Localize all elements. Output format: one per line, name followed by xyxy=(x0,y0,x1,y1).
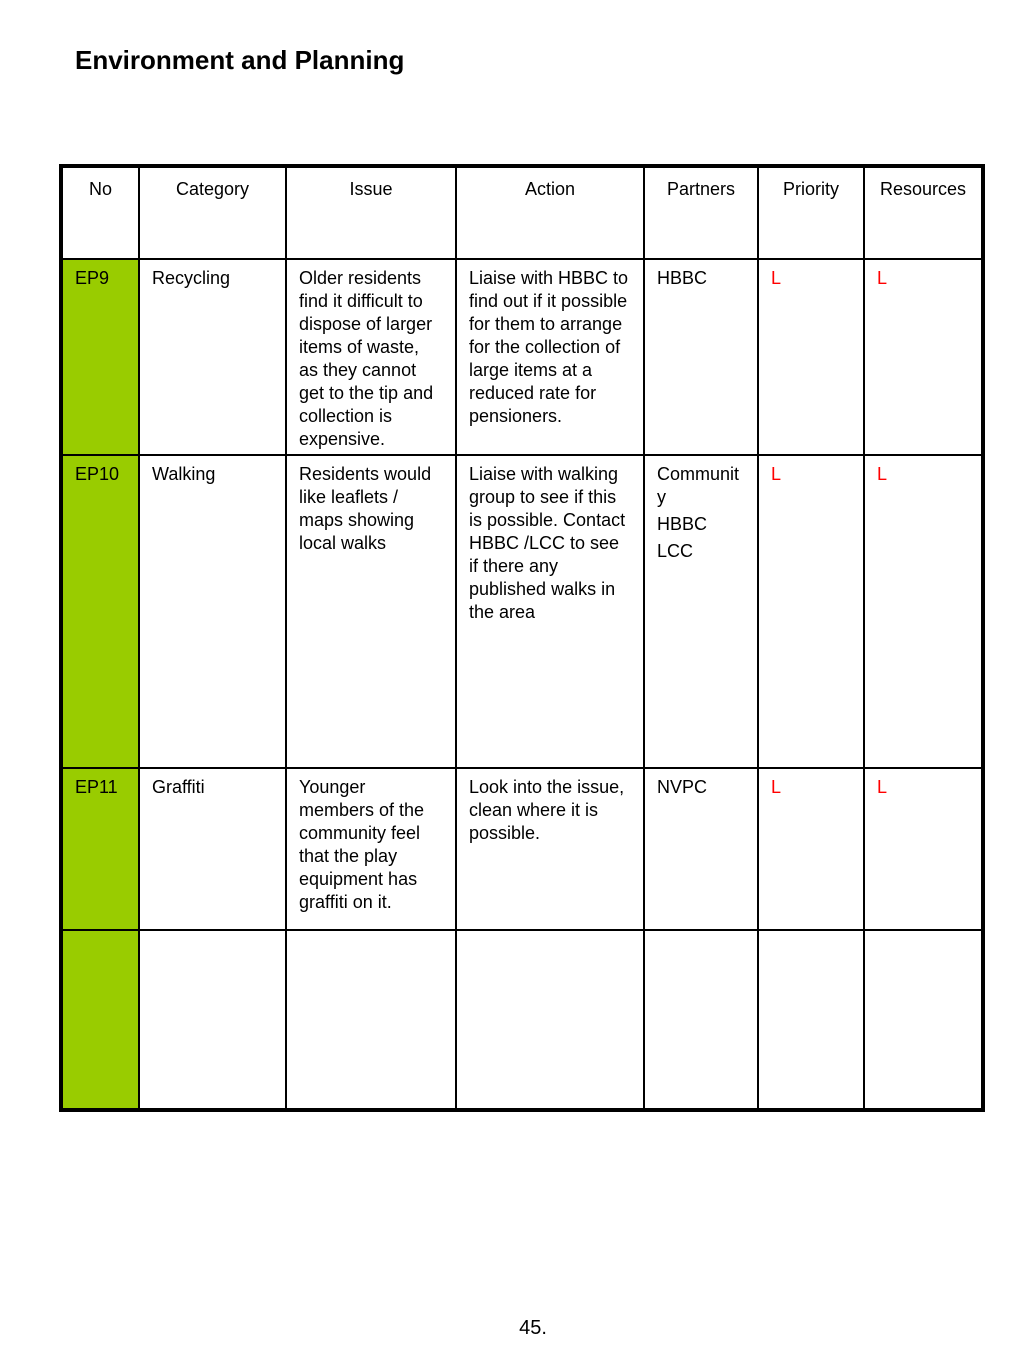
action-plan-table xyxy=(59,164,985,1112)
row-number-cell: EP10 xyxy=(61,455,139,768)
partner-name: HBBC xyxy=(657,268,708,288)
resources-cell: L xyxy=(864,768,983,930)
category-cell xyxy=(139,930,286,1110)
category-cell: Walking xyxy=(139,455,286,768)
column-header-action: Action xyxy=(456,166,644,259)
action-cell xyxy=(456,930,644,1110)
partner-name: Community xyxy=(657,464,740,507)
resources-cell: L xyxy=(864,455,983,768)
column-header-no: No xyxy=(61,166,139,259)
partners-cell xyxy=(644,455,758,768)
issue-cell: Younger members of the community feel that the play equipment has graffiti on it. xyxy=(286,768,456,930)
page-number: 45. xyxy=(519,1317,547,1339)
priority-cell xyxy=(758,930,864,1110)
table-row xyxy=(61,455,983,768)
resources-cell xyxy=(864,930,983,1110)
column-header-category: Category xyxy=(139,166,286,259)
partner-name: HBBC xyxy=(657,514,708,534)
issue-cell: Older residents find it difficult to dispose of larger items of waste, as they cannot get to the tip and collection is expensive. xyxy=(286,259,456,455)
partners-cell xyxy=(644,259,758,455)
page-title: Environment and Planning xyxy=(75,45,405,75)
column-header-issue: Issue xyxy=(286,166,456,259)
table-row xyxy=(61,768,983,930)
priority-cell: L xyxy=(758,455,864,768)
issue-cell xyxy=(286,930,456,1110)
row-number-cell xyxy=(61,930,139,1110)
table-header-row xyxy=(61,166,983,259)
partner-name: NVPC xyxy=(657,777,708,797)
resources-cell: L xyxy=(864,259,983,455)
column-header-priority: Priority xyxy=(758,166,864,259)
category-cell: Graffiti xyxy=(139,768,286,930)
category-cell: Recycling xyxy=(139,259,286,455)
partner-name: LCC xyxy=(657,541,694,561)
partners-cell xyxy=(644,930,758,1110)
partners-cell xyxy=(644,768,758,930)
row-number-cell: EP9 xyxy=(61,259,139,455)
priority-cell: L xyxy=(758,259,864,455)
row-number-cell: EP11 xyxy=(61,768,139,930)
priority-cell: L xyxy=(758,768,864,930)
action-cell: Liaise with HBBC to find out if it possible for them to arrange for the collection of large items at a reduced rate for pensioners. xyxy=(456,259,644,455)
issue-cell: Residents would like leaflets / maps showing local walks xyxy=(286,455,456,768)
action-cell: Look into the issue, clean where it is possible. xyxy=(456,768,644,930)
table-row xyxy=(61,930,983,1110)
column-header-resources: Resources xyxy=(864,166,983,259)
action-cell: Liaise with walking group to see if this is possible. Contact HBBC /LCC to see if there any published walks in the area xyxy=(456,455,644,768)
column-header-partners: Partners xyxy=(644,166,758,259)
table-row xyxy=(61,259,983,455)
